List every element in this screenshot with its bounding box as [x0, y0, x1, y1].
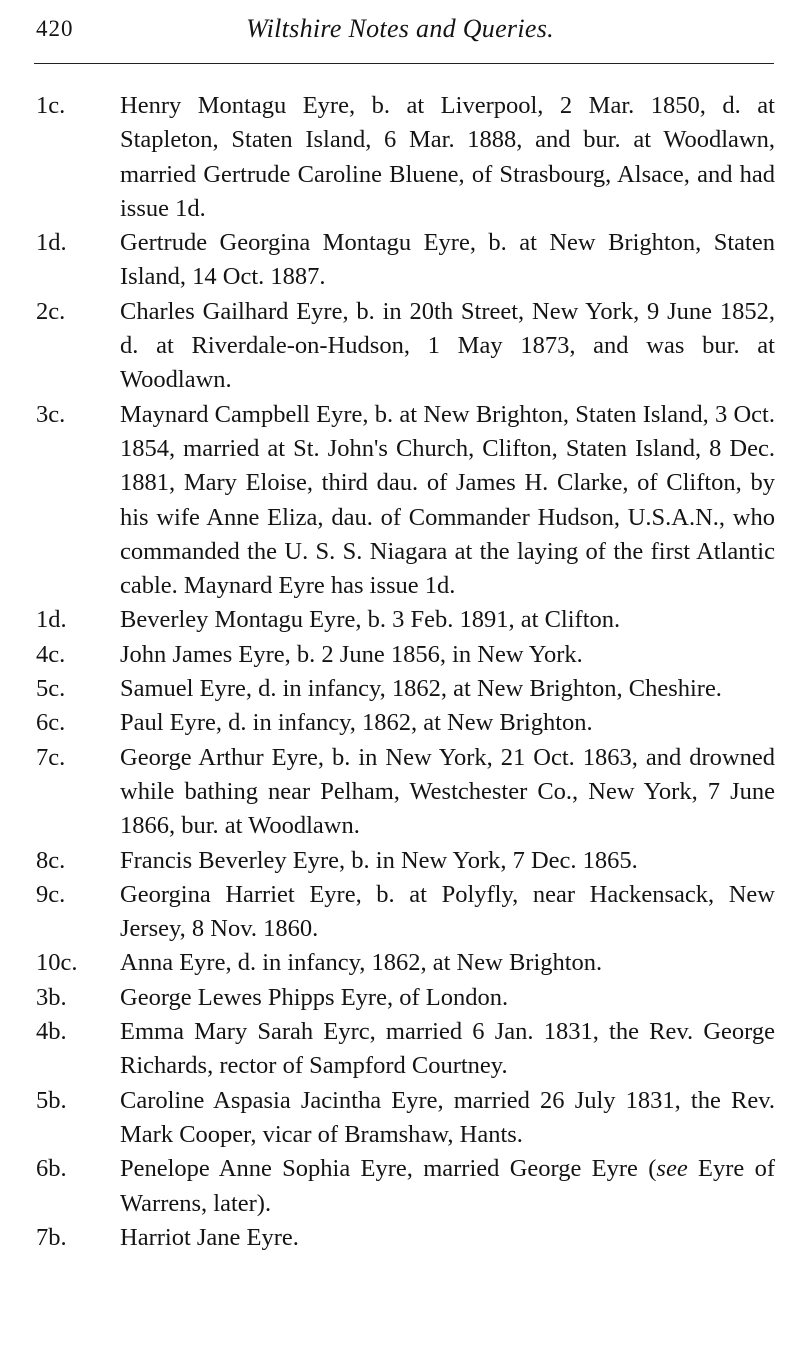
genealogy-entry — [0, 398, 775, 604]
entry-text: Georgina Harriet Eyre, b. at Polyfly, near Hackensack, New Jersey, 8 Nov. 1860. — [120, 880, 775, 943]
entry-marker: 8c. — [36, 846, 66, 874]
genealogy-entry — [0, 672, 775, 706]
entry-text: Maynard Campbell Eyre, b. at New Brighton, Staten Island, 3 Oct. 1854, married at St. John's Church, Clifton, Staten Island, 8 Dec. 1881, Mary Eloise, third dau. of James H. Clarke, of Clifton, by his wife Anne Eliza, dau. of Commander Hudson, U.S.A.N., who commanded the U. S. S. Niagara at the laying of the first Atlantic cable. Maynard Eyre has issue 1d. — [120, 400, 775, 600]
entry-text: Emma Mary Sarah Eyrc, married 6 Jan. 1831, the Rev. George Richards, rector of Sampford Courtney. — [120, 1018, 775, 1080]
genealogy-entry — [0, 226, 775, 295]
entry-text: George Lewes Phipps Eyre, of London. — [120, 983, 509, 1011]
entry-marker: 5b. — [36, 1086, 67, 1114]
entry-text: Paul Eyre, d. in infancy, 1862, at New Brighton. — [120, 709, 593, 737]
genealogy-entry — [0, 89, 775, 226]
genealogy-entry — [0, 638, 775, 672]
entry-text-italic: see — [656, 1155, 688, 1183]
genealogy-entry — [0, 603, 775, 637]
running-title: Wiltshire Notes and Queries. — [246, 14, 554, 43]
page-number: 420 — [36, 16, 74, 41]
entry-text: Beverley Montagu Eyre, b. 3 Feb. 1891, at Clifton. — [120, 606, 621, 634]
genealogy-entry — [0, 706, 775, 740]
entry-marker: 1d. — [36, 229, 67, 257]
entry-text: Charles Gailhard Eyre, b. in 20th Street, New York, 9 June 1852, d. at Riverdale-on-Hudson, 1 May 1873, and was bur. at Woodlawn. — [120, 297, 775, 394]
entry-text-before: Penelope Anne Sophia Eyre, married George Eyre ( — [120, 1155, 657, 1183]
entry-text: Samuel Eyre, d. in infancy, 1862, at New Brighton, Cheshire. — [120, 675, 722, 703]
entry-text: John James Eyre, b. 2 June 1856, in New York. — [120, 640, 583, 668]
genealogy-entry-list — [0, 89, 800, 1255]
genealogy-entry — [0, 1221, 775, 1255]
entry-text: Gertrude Georgina Montagu Eyre, b. at New Brighton, Staten Island, 14 Oct. 1887. — [120, 229, 775, 291]
entry-text: Francis Beverley Eyre, b. in New York, 7 Dec. 1865. — [120, 846, 638, 874]
entry-marker: 10c. — [36, 949, 78, 977]
entry-marker: 5c. — [36, 675, 66, 703]
entry-marker: 2c. — [36, 297, 66, 325]
genealogy-entry — [0, 295, 775, 398]
genealogy-entry — [0, 844, 775, 878]
entry-marker: 6b. — [36, 1155, 67, 1183]
genealogy-entry — [0, 981, 775, 1015]
header-rule — [34, 63, 774, 64]
entry-marker: 7b. — [36, 1223, 67, 1251]
entry-text: Caroline Aspasia Jacintha Eyre, married 26 July 1831, the Rev. Mark Cooper, vicar of Bramshaw, Hants. — [120, 1086, 775, 1148]
entry-text: George Arthur Eyre, b. in New York, 21 Oct. 1863, and drowned while bathing near Pelham, Westchester Co., New York, 7 June 1866, bur. at Woodlawn. — [120, 743, 775, 840]
entry-marker: 4b. — [36, 1018, 67, 1046]
entry-marker: 1d. — [36, 606, 67, 634]
entry-text-after: Eyre of Warrens, later). — [120, 1155, 775, 1217]
entry-marker: 4c. — [36, 640, 66, 668]
entry-text: Anna Eyre, d. in infancy, 1862, at New Brighton. — [120, 949, 603, 977]
entry-marker: 1c. — [36, 92, 66, 119]
entry-text: Harriot Jane Eyre. — [120, 1223, 299, 1251]
genealogy-entry — [0, 878, 775, 947]
genealogy-entry — [0, 1015, 775, 1084]
entry-marker: 6c. — [36, 709, 66, 737]
entry-marker: 9c. — [36, 880, 66, 908]
entry-marker: 7c. — [36, 743, 66, 771]
page-header — [0, 0, 800, 60]
entry-marker: 3b. — [36, 983, 67, 1011]
genealogy-entry — [0, 1084, 775, 1153]
entry-text: Henry Montagu Eyre, b. at Liverpool, 2 Mar. 1850, d. at Stapleton, Staten Island, 6 Mar. 1888, and bur. at Woodlawn, married Gertrude Caroline Bluene, of Strasbourg, Alsace, and had issue 1d. — [120, 92, 775, 222]
entry-marker: 3c. — [36, 400, 66, 428]
genealogy-entry — [0, 1152, 775, 1221]
genealogy-entry — [0, 946, 775, 980]
genealogy-entry — [0, 741, 775, 844]
